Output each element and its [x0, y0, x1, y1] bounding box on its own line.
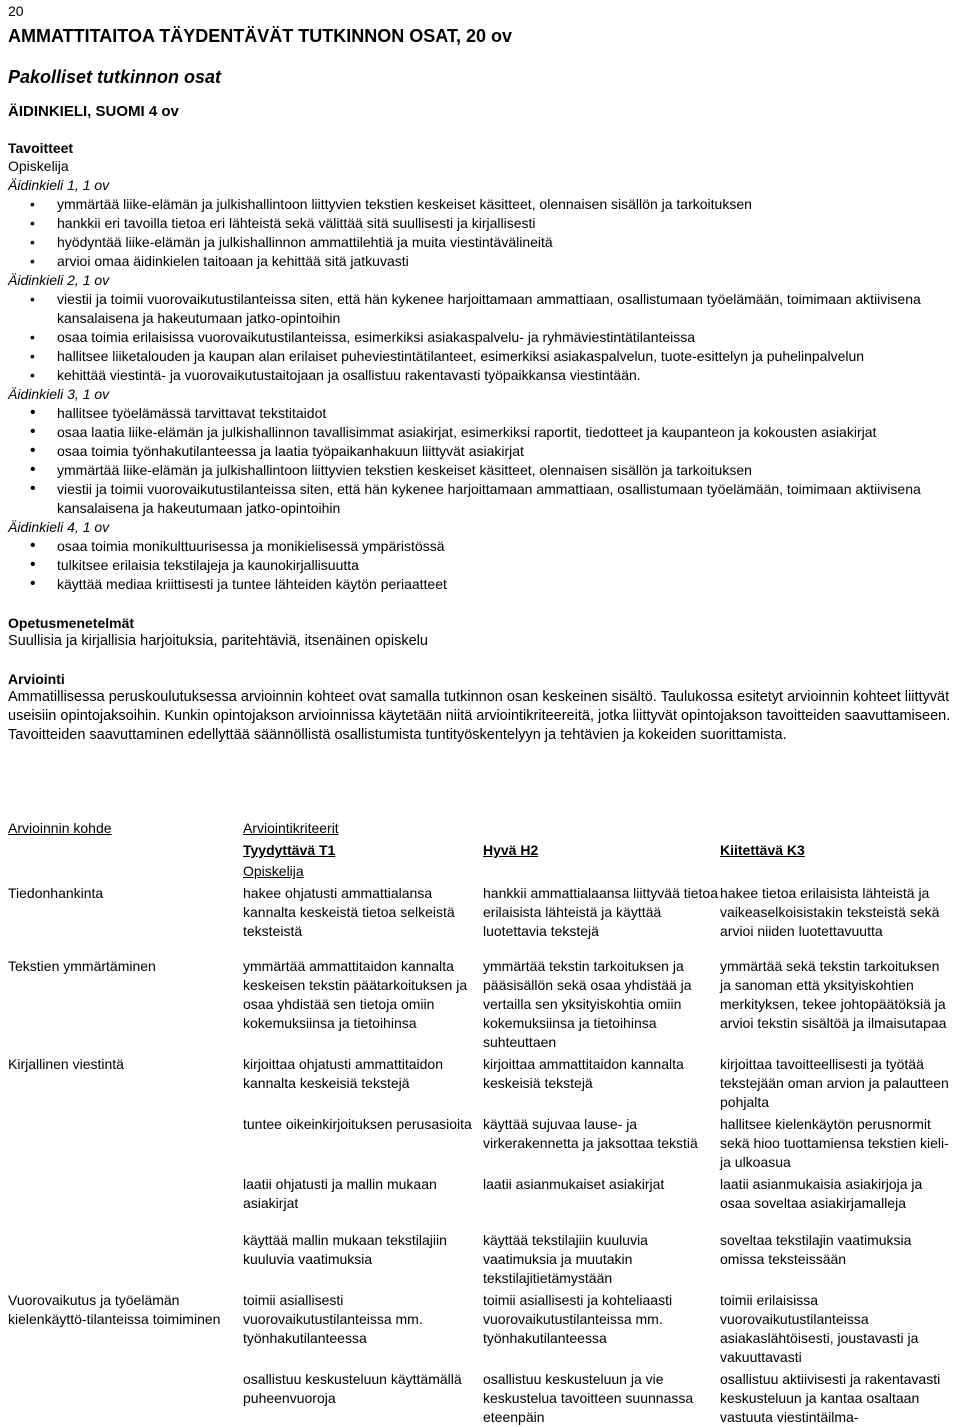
cell-t1: ymmärtää ammattitaidon kannalta keskeisen tekstin päätarkoituksen ja osaa yhdistää sen tietoja omiin kokemuksiinsa ja tietoihinsa	[243, 958, 468, 1031]
row-target: Kirjallinen viestintä	[8, 1056, 124, 1072]
student-label: Opiskelija	[243, 863, 304, 879]
empty-cell	[483, 860, 720, 881]
cell-h2: kirjoittaa ammattitaidon kannalta keskeisiä tekstejä	[483, 1056, 684, 1091]
col-criteria-header: Arviointikriteerit	[243, 820, 339, 836]
cell-h2: käyttää sujuvaa lause- ja virkerakennetta ja jaksottaa tekstiä	[483, 1116, 698, 1151]
methods-heading: Opetusmenetelmät	[8, 615, 135, 631]
goal-item: • tulkitsee erilaisia tekstilajeja ja kaunokirjallisuutta	[8, 556, 953, 575]
goal-item: • hyödyntää liike-elämän ja julkishallinnon ammattilehtiä ja muita viestintävälineitä	[8, 233, 953, 252]
empty-cell	[8, 838, 243, 860]
row-target: Tiedonhankinta	[8, 885, 104, 901]
goal-group-label: Äidinkieli 3, 1 ov	[8, 386, 110, 402]
row-target	[8, 1112, 243, 1172]
goal-item: • viestii ja toimii vuorovaikutustilanteissa siten, että hän kykenee harjoittamaan ammattiaan, osallistumaan työelämään, toimimaan aktiivisena kansalaisena ja hakeutumaan jatko-opintoihin	[8, 290, 953, 328]
cell-t1: toimii asiallisesti vuorovaikutustilanteissa mm. työnhakutilanteessa	[243, 1292, 423, 1346]
row-target: Tekstien ymmärtäminen	[8, 958, 156, 974]
col-target-header: Arvioinnin kohde	[8, 820, 112, 836]
goal-group-label: Äidinkieli 4, 1 ov	[8, 519, 110, 535]
cell-h2: hankkii ammattialaansa liittyvää tietoa erilaisista lähteistä ja käyttää luotettavia tekstejä	[483, 885, 719, 939]
goal-list	[8, 195, 953, 271]
goal-item: • hankkii eri tavoilla tietoa eri lähteistä sekä välittää sitä suullisesti ja kirjallisesti	[8, 214, 953, 233]
goal-item: • viestii ja toimii vuorovaikutustilanteissa siten, että hän kykenee harjoittamaan ammattiaan, osallistumaan työelämään, toimimaan aktiivisena kansalaisena ja hakeutumaan jatko-opintoihin	[8, 480, 953, 518]
cell-h2: laatii asianmukaiset asiakirjat	[483, 1176, 665, 1192]
cell-t1: osallistuu keskusteluun käyttämällä puheenvuoroja	[243, 1371, 462, 1406]
cell-h2: käyttää tekstilajiin kuuluvia vaatimuksia ja muutakin tekstilajitietämystään	[483, 1232, 648, 1286]
row-target	[8, 1172, 243, 1228]
cell-t1: tuntee oikeinkirjoituksen perusasioita	[243, 1116, 472, 1132]
goal-item: • arvioi omaa äidinkielen taitoaan ja kehittää sitä jatkuvasti	[8, 252, 953, 271]
goal-group-label: Äidinkieli 2, 1 ov	[8, 272, 110, 288]
goal-item: • osaa laatia liike-elämän ja julkishallinnon tavallisimmat asiakirjat, esimerkiksi raportit, tiedotteet ja kaupanteon ja kokousten asiakirjat	[8, 423, 953, 442]
subject-heading: ÄIDINKIELI, SUOMI 4 ov	[8, 103, 179, 120]
cell-h2: toimii asiallisesti ja kohteliaasti vuorovaikutustilanteissa mm. työnhakutilanteessa	[483, 1292, 673, 1346]
row-target	[8, 1228, 243, 1288]
level-t1-header: Tyydyttävä T1	[243, 842, 336, 858]
cell-k3: laatii asianmukaisia asiakirjoja ja osaa soveltaa asiakirjamalleja	[720, 1176, 923, 1211]
goal-group-label: Äidinkieli 1, 1 ov	[8, 177, 110, 193]
goal-item: • osaa toimia työnhakutilanteessa ja laatia työpaikanhakuun liittyvät asiakirjat	[8, 442, 953, 461]
page-subtitle: Pakolliset tutkinnon osat	[8, 67, 222, 87]
goals-heading: Tavoitteet	[8, 140, 74, 156]
goal-list	[8, 290, 953, 385]
goal-item: • ymmärtää liike-elämän ja julkishallintoon liittyvien tekstien keskeiset käsitteet, olennaisen sisällön ja tarkoituksen	[8, 461, 953, 480]
empty-cell	[8, 860, 243, 881]
page-number: 20	[8, 3, 24, 19]
cell-k3: soveltaa tekstilajin vaatimuksia omissa teksteissään	[720, 1232, 912, 1267]
cell-h2: osallistuu keskusteluun ja vie keskustelua tavoitteen suunnassa eteenpäin	[483, 1371, 694, 1425]
goal-item: • käyttää mediaa kriittisesti ja tuntee lähteiden käytön periaatteet	[8, 575, 953, 594]
cell-t1: laatii ohjatusti ja mallin mukaan asiakirjat	[243, 1176, 437, 1211]
goal-list	[8, 537, 953, 594]
goals-intro: Opiskelija	[8, 158, 69, 174]
assessment-text: Ammatillisessa peruskoulutuksessa arvioinnin kohteet ovat samalla tutkinnon osan keskeinen sisältö. Taulukossa esitetyt arvioinnin kohteet liittyvät useisiin opintojaksoihin. Kunkin opintojakson arvioinnissa käytetään niitä arviointikriteereitä, jotka liittyvät opintojakson tavoitteiden saavuttamiseen. Tavoitteiden saavuttaminen edellyttää säännöllistä osallistumista tuntityöskentelyyn ja tehtävien ja kokeiden suorittamista.	[8, 689, 951, 743]
cell-k3: toimii erilaisissa vuorovaikutustilanteissa asiakaslähtöisesti, joustavasti ja vakuuttavasti	[720, 1292, 919, 1365]
cell-k3: hallitsee kielenkäytön perusnormit sekä hioo tuottamiensa tekstien kieli- ja ulkoasua	[720, 1116, 949, 1170]
goal-item: • hallitsee liiketalouden ja kaupan alan erilaiset puheviestintätilanteet, esimerkiksi asiakaspalvelun, tuote-esittelyn ja puhelinpalvelun	[8, 347, 953, 366]
cell-t1: hakee ohjatusti ammattialansa kannalta keskeistä tietoa selkeistä teksteistä	[243, 885, 455, 939]
goal-item: • osaa toimia erilaisissa vuorovaikutustilanteissa, esimerkiksi asiakaspalvelu- ja ryhmäviestintätilanteissa	[8, 328, 953, 347]
cell-t1: käyttää mallin mukaan tekstilajiin kuuluvia vaatimuksia	[243, 1232, 447, 1267]
cell-k3: hakee tietoa erilaisista lähteistä ja vaikeaselkoisistakin teksteistä sekä arvioi niiden luotettavuutta	[720, 885, 940, 939]
page-title: AMMATTITAITOA TÄYDENTÄVÄT TUTKINNON OSAT, 20 ov	[8, 26, 512, 46]
cell-h2: ymmärtää tekstin tarkoituksen ja pääsisällön sekä osaa yhdistää ja vertailla sen yksityiskohtia omiin kokemuksiinsa ja tietoihinsa suhteuttaen	[483, 958, 692, 1050]
goal-item: • kehittää viestintä- ja vuorovaikutustaitojaan ja osallistuu rakentavasti työpaikkansa viestintään.	[8, 366, 953, 385]
goal-item: • hallitsee työelämässä tarvittavat tekstitaidot	[8, 404, 953, 423]
level-h2-header: Hyvä H2	[483, 842, 539, 858]
assessment-table	[8, 819, 953, 1427]
row-target	[8, 1367, 243, 1427]
cell-t1: kirjoittaa ohjatusti ammattitaidon kannalta keskeisiä tekstejä	[243, 1056, 443, 1091]
row-target: Vuorovaikutus ja työelämän kielenkäyttö-tilanteissa toimiminen	[8, 1292, 221, 1327]
goal-item: • osaa toimia monikulttuurisessa ja monikielisessä ympäristössä	[8, 537, 953, 556]
cell-k3: osallistuu aktiivisesti ja rakentavasti keskusteluun ja kantaa osaltaan vastuuta viestintäilma-	[720, 1371, 941, 1425]
assessment-heading: Arviointi	[8, 671, 65, 687]
goal-item: • ymmärtää liike-elämän ja julkishallintoon liittyvien tekstien keskeiset käsitteet, olennaisen sisällön ja tarkoituksen	[8, 195, 953, 214]
level-k3-header: Kiitettävä K3	[720, 842, 805, 858]
goal-list	[8, 404, 953, 518]
document-page	[8, 0, 953, 1425]
methods-text: Suullisia ja kirjallisia harjoituksia, paritehtäviä, itsenäinen opiskelu	[8, 633, 428, 649]
cell-k3: ymmärtää sekä tekstin tarkoituksen ja sanoman että yksityiskohtien merkityksen, tekee johtopäätöksiä ja arvioi tekstin sisältöä ja ilmaisutapaa	[720, 958, 947, 1031]
cell-k3: kirjoittaa tavoitteellisesti ja työtää tekstejään oman arvion ja palautteen pohjalta	[720, 1056, 949, 1110]
empty-cell	[720, 860, 953, 881]
